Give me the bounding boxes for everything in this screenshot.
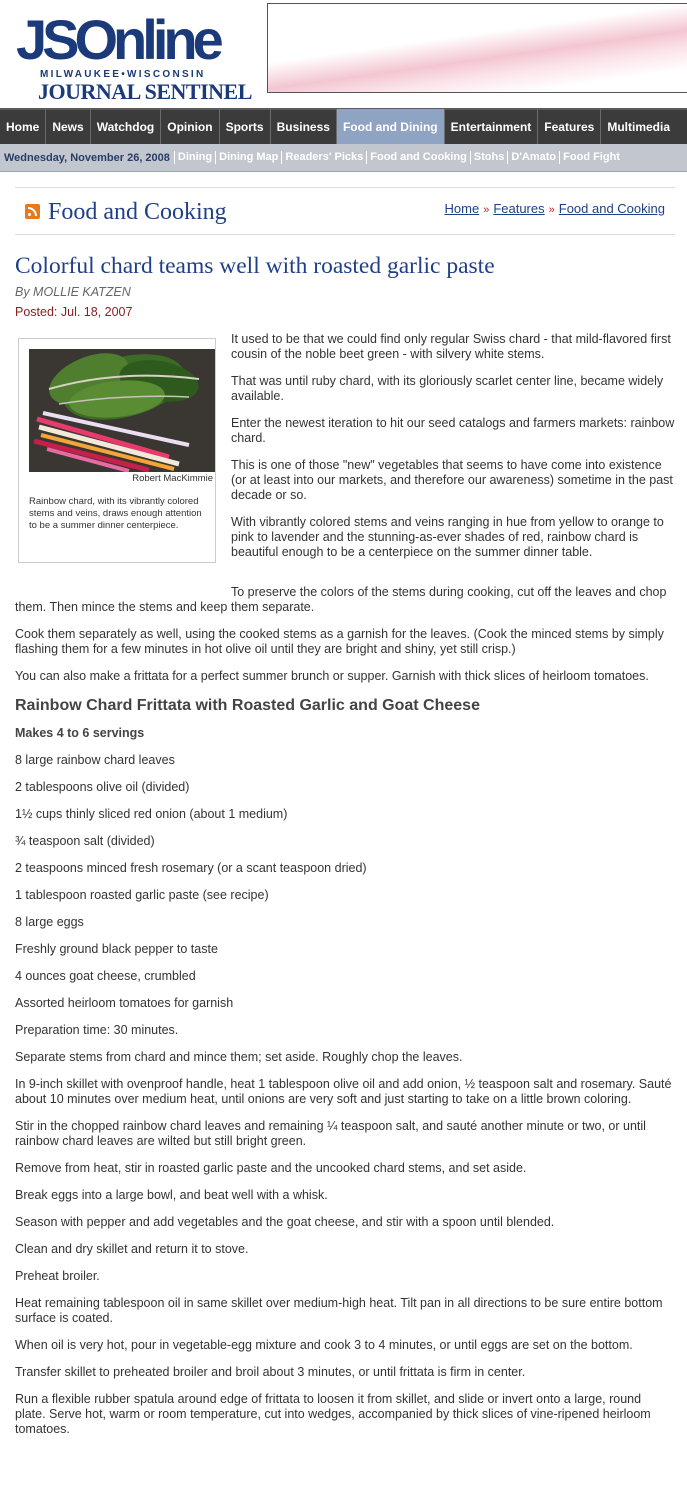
breadcrumb-home[interactable]: Home — [444, 201, 480, 216]
section-title: Food and Cooking — [48, 199, 227, 225]
recipe-step: Run a flexible rubber spatula around edge of frittata to loosen it from skillet, and slide or invert onto a large, round plate. Serve hot, warm or room temperature, cut into wedges, accompanied by thick slices of vine-ripened heirloom tomatoes. — [15, 1392, 651, 1436]
article-paragraph: That was until ruby chard, with its gloriously scarlet center line, became widely available. — [231, 374, 664, 403]
recipe-line: 2 teaspoons minced fresh rosemary (or a scant teaspoon dried) — [15, 861, 367, 875]
photo-credit: Robert MacKimmie — [132, 473, 213, 484]
article-byline: By MOLLIE KATZEN — [15, 285, 131, 299]
recipe-line: Freshly ground black pepper to taste — [15, 942, 218, 956]
current-date: Wednesday, November 26, 2008 — [4, 151, 170, 164]
nav-item-news[interactable]: News — [46, 109, 90, 145]
recipe-step: Heat remaining tablespoon oil in same skillet over medium-high heat. Tilt pan in all directions to be sure entire bottom surface is coated. — [15, 1296, 663, 1325]
main-nav — [0, 108, 687, 144]
recipe-step: Separate stems from chard and mince them; set aside. Roughly chop the leaves. — [15, 1050, 463, 1064]
recipe-step: Break eggs into a large bowl, and beat well with a whisk. — [15, 1188, 328, 1202]
article — [15, 252, 675, 1436]
nav-item-sports[interactable]: Sports — [220, 109, 271, 145]
nav-item-business[interactable]: Business — [271, 109, 337, 145]
nav-item-features[interactable]: Features — [538, 109, 601, 145]
nav-item-multimedia[interactable]: Multimedia — [607, 120, 670, 134]
subnav-link-food-and-cooking[interactable]: Food and Cooking — [366, 151, 470, 164]
nav-item-entertainment[interactable]: Entertainment — [445, 109, 539, 145]
article-photo[interactable] — [29, 349, 215, 472]
breadcrumb-separator-icon: » — [548, 204, 555, 216]
article-paragraph — [15, 585, 675, 615]
recipe-servings: Makes 4 to 6 servings — [15, 726, 145, 740]
subnav-link-dining-map[interactable]: Dining Map — [215, 151, 281, 164]
recipe-line: 2 tablespoons olive oil (divided) — [15, 780, 190, 794]
recipe-line: Assorted heirloom tomatoes for garnish — [15, 996, 234, 1010]
rss-icon[interactable] — [25, 204, 40, 219]
recipe-line: 8 large eggs — [15, 915, 84, 929]
section-header — [15, 187, 675, 235]
recipe-step: Preheat broiler. — [15, 1269, 100, 1283]
article-paragraph-text: To preserve the colors of the stems during cooking, cut off the leaves and chop them. Then mince the stems and keep them separate. — [15, 585, 667, 614]
article-paragraph: Cook them separately as well, using the cooked stems as a garnish for the leaves. (Cook the minced stems by simply flashing them for a few minutes in hot olive oil until they are bright and shiny, yet still crisp.) — [15, 627, 664, 656]
banner-ad[interactable] — [267, 3, 687, 93]
article-body-top — [231, 332, 675, 572]
article-headline: Colorful chard teams well with roasted garlic paste — [15, 253, 495, 279]
sub-nav — [0, 144, 687, 172]
recipe-step: Season with pepper and add vegetables and the goat cheese, and stir with a spoon until blended. — [15, 1215, 555, 1229]
recipe-step: Remove from heat, stir in roasted garlic paste and the uncooked chard stems, and set aside. — [15, 1161, 527, 1175]
subnav-link-readers-picks[interactable]: Readers' Picks — [281, 151, 366, 164]
subnav-link-stohs[interactable]: Stohs — [470, 151, 508, 164]
article-paragraph: You can also make a frittata for a perfect summer brunch or supper. Garnish with thick slices of heirloom tomatoes. — [15, 669, 649, 683]
recipe-step: Clean and dry skillet and return it to stove. — [15, 1242, 249, 1256]
subnav-link-damato[interactable]: D'Amato — [507, 151, 559, 164]
chard-photo-illustration — [29, 349, 215, 472]
article-paragraph: It used to be that we could find only regular Swiss chard - that mild-flavored first cousin of the noble beet green - with silvery white stems. — [231, 332, 671, 361]
recipe-step: Stir in the chopped rainbow chard leaves and remaining ¼ teaspoon salt, and sauté another minute or two, or until rainbow chard leaves are wilted but still bright green. — [15, 1119, 646, 1148]
recipe-line: Preparation time: 30 minutes. — [15, 1023, 179, 1037]
breadcrumb-separator-icon: » — [483, 204, 490, 216]
recipe-step: In 9-inch skillet with ovenproof handle, heat 1 tablespoon olive oil and add onion, ½ teaspoon salt and rosemary. Sauté about 10 minutes over medium heat, until onions are very soft and just starting to take on a little brown coloring. — [15, 1077, 672, 1106]
recipe-line: 4 ounces goat cheese, crumbled — [15, 969, 196, 983]
recipe-step: When oil is very hot, pour in vegetable-egg mixture and cook 3 to 4 minutes, or until eggs are set on the bottom. — [15, 1338, 633, 1352]
nav-item-food-and-dining[interactable]: Food and Dining — [337, 109, 445, 145]
breadcrumb-features[interactable]: Features — [493, 201, 545, 216]
logo-location: MILWAUKEE•WISCONSIN — [40, 69, 206, 80]
photo-box — [18, 338, 216, 563]
logo-journal-sentinel: JOURNAL SENTINEL — [38, 79, 252, 104]
article-body — [15, 585, 675, 1449]
masthead — [0, 0, 687, 108]
recipe-line: 1 tablespoon roasted garlic paste (see recipe) — [15, 888, 269, 902]
article-paragraph: This is one of those "new" vegetables that seems to have come into existence (or at least into our markets, and therefore our awareness) sometime in the past decade or so. — [231, 458, 673, 502]
recipe-line: ¾ teaspoon salt (divided) — [15, 834, 155, 848]
photo-caption: Rainbow chard, with its vibrantly colored stems and veins, draws enough attention to be a summer dinner centerpiece. — [29, 496, 202, 531]
recipe-step: Transfer skillet to preheated broiler and broil about 3 minutes, or until frittata is firm in center. — [15, 1365, 526, 1379]
recipe-line: 1½ cups thinly sliced red onion (about 1 medium) — [15, 807, 288, 821]
nav-item-home[interactable]: Home — [0, 109, 46, 145]
nav-item-opinion[interactable]: Opinion — [161, 109, 219, 145]
article-posted-date: Posted: Jul. 18, 2007 — [15, 305, 133, 319]
site-logo[interactable] — [14, 8, 254, 104]
recipe-title: Rainbow Chard Frittata with Roasted Garlic and Goat Cheese — [15, 697, 480, 714]
breadcrumb-food-and-cooking[interactable]: Food and Cooking — [558, 201, 665, 216]
recipe-line: 8 large rainbow chard leaves — [15, 753, 175, 767]
subnav-link-food-fight[interactable]: Food Fight — [559, 151, 623, 164]
breadcrumb — [445, 201, 666, 216]
logo-jsonline: JSOnline — [16, 8, 219, 71]
nav-item-watchdog[interactable]: Watchdog — [91, 109, 162, 145]
article-paragraph: With vibrantly colored stems and veins ranging in hue from yellow to orange to pink to lavender and the stunning-as-ever shades of red, rainbow chard is beautiful enough to be a centerpiece on the summer dinner table. — [231, 515, 664, 559]
article-paragraph: Enter the newest iteration to hit our seed catalogs and farmers markets: rainbow chard. — [231, 416, 675, 445]
subnav-link-dining[interactable]: Dining — [174, 151, 215, 164]
